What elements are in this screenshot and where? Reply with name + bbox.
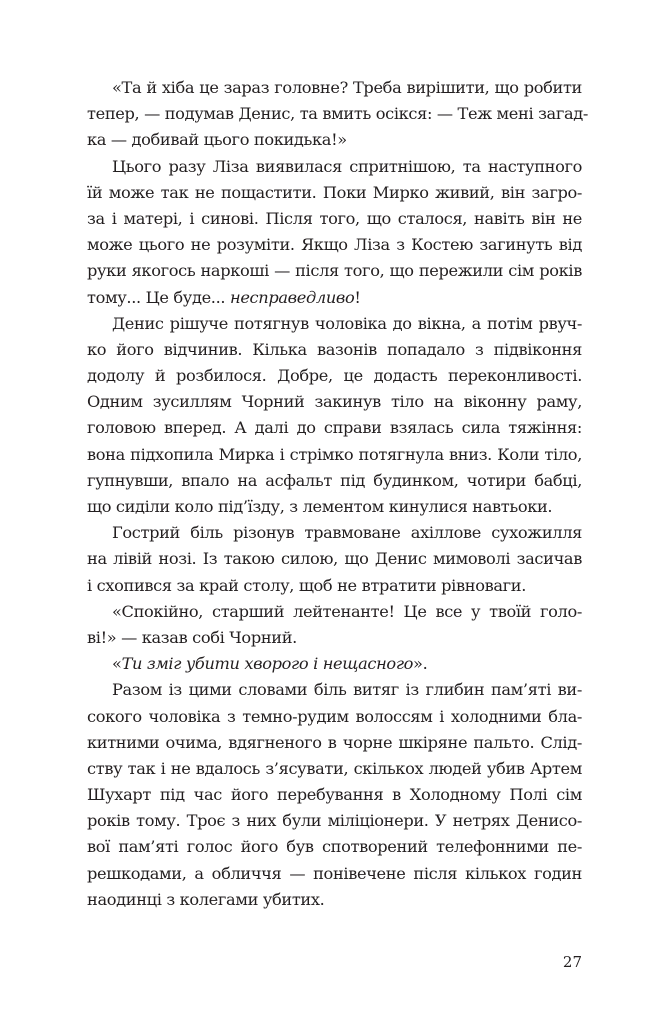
text-line: Денис рішуче потягнув чоловіка до вікна, а потім рвуч- xyxy=(112,313,582,333)
text-line: вої пам’яті голос його був спотворений телефонними пе- xyxy=(87,837,582,857)
text-line: за і матері, і синові. Після того, що сталося, навіть він не xyxy=(87,208,582,228)
text-line: років тому. Троє з них були міліціонери. У нетрях Денисо- xyxy=(87,811,582,831)
text-line xyxy=(87,285,582,311)
text-line: руки якогось наркоші — після того, що пережили сім років xyxy=(87,261,582,281)
text-line: Шухарт під час його перебування в Холодному Полі сім xyxy=(87,785,582,805)
text-run: « xyxy=(112,654,122,674)
text-line: ві!» — казав собі Чорний. xyxy=(87,627,297,647)
text-line: ству так і не вдалось з’ясувати, скількох людей убив Артем xyxy=(87,758,582,778)
text-line: ка — добивай цього покидька!» xyxy=(87,130,347,150)
text-line: гупнувши, впало на асфальт під будинком, чотири бабці, xyxy=(87,470,582,490)
text-line: додолу й розбилося. Добре, це додасть переконливості. xyxy=(87,366,582,386)
text-line: їй може так не пощастити. Поки Мирко живий, він загро- xyxy=(87,182,582,202)
page-number: 27 xyxy=(562,953,582,971)
book-page-text xyxy=(87,75,589,913)
text-run: ». xyxy=(413,654,428,674)
text-run: ! xyxy=(354,287,361,307)
text-line: «Спокійно, старший лейтенанте! Це все у твоїй голо- xyxy=(112,601,582,621)
text-line: вона підхопила Мирка і стрімко потягнула вниз. Коли тіло, xyxy=(87,444,582,464)
text-line: наодинці з колегами убитих. xyxy=(87,889,325,909)
italic-emphasis: несправедливо xyxy=(230,287,355,307)
text-line: Гострий біль різонув травмоване ахіллове сухожилля xyxy=(112,523,582,543)
text-run: тому... Це буде... xyxy=(87,287,230,307)
italic-quote: Ти зміг убити хворого і нещасного xyxy=(121,654,414,674)
text-line: Разом із цими словами біль витяг із глибин пам’яті ви- xyxy=(112,680,582,700)
text-line: і схопився за край столу, щоб не втратити рівноваги. xyxy=(87,575,527,595)
text-line: на лівій нозі. Із такою силою, що Денис мимоволі засичав xyxy=(87,549,582,569)
text-line: решкодами, а обличчя — понівечене після кількох годин xyxy=(87,863,582,883)
text-line xyxy=(87,651,582,677)
text-line: може цього не розуміти. Якщо Ліза з Костею загинуть від xyxy=(87,235,582,255)
text-line: тепер, — подумав Денис, та вмить осікся: — Теж мені загад- xyxy=(87,104,589,124)
text-line: ко його відчинив. Кілька вазонів попадало з підвіконня xyxy=(87,339,582,359)
text-line: головою вперед. А далі до справи взялась сила тяжіння: xyxy=(87,418,582,438)
text-line: сокого чоловіка з темно-рудим волоссям і холодними бла- xyxy=(87,706,582,726)
text-line: Одним зусиллям Чорний закинув тіло на віконну раму, xyxy=(87,392,582,412)
text-line: Цього разу Ліза виявилася спритнішою, та наступного xyxy=(112,156,582,176)
text-line: китними очима, вдягненого в чорне шкіряне пальто. Слід- xyxy=(87,732,582,752)
text-line: «Та й хіба це зараз головне? Треба вирішити, що робити xyxy=(112,78,582,97)
text-line: що сиділи коло під’їзду, з лементом кинулися навтьоки. xyxy=(87,497,553,516)
